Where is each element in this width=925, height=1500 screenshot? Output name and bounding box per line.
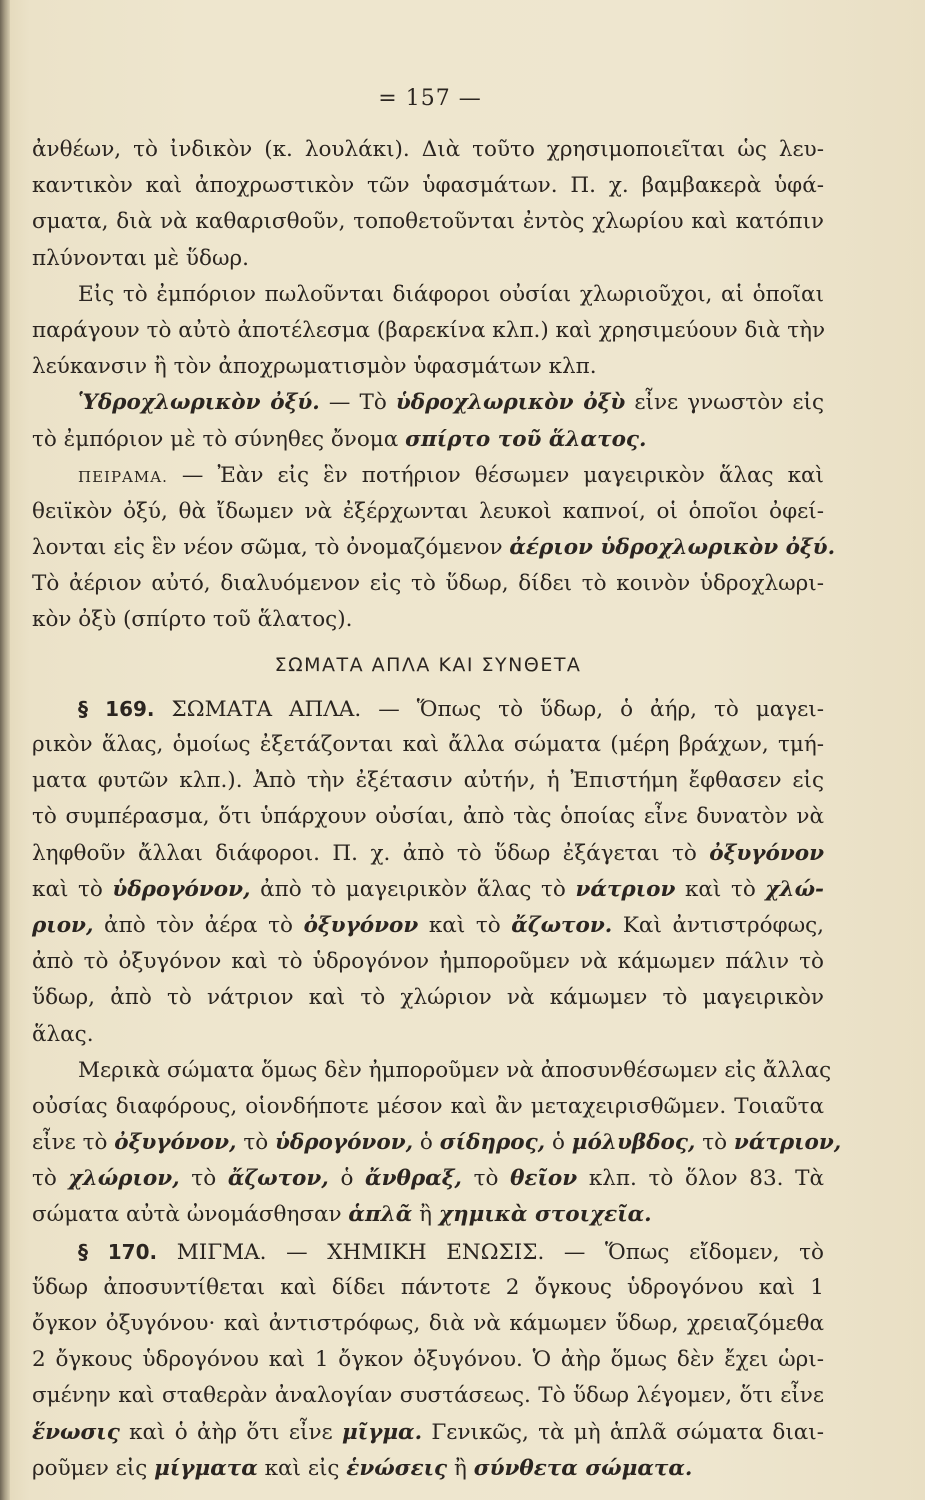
term: ὑδρογόνον, <box>275 1130 414 1156</box>
term: ὀξυγόνον <box>709 840 824 866</box>
term: ὑδρογόνον, <box>112 876 251 902</box>
term-hydrochloric-acid: Ὑδροχλωρικὸν ὀξύ. <box>78 390 320 416</box>
term: ἄζωτον, <box>227 1166 329 1192</box>
term: χλώ- <box>765 876 824 902</box>
section-title: ΣΩΜΑΤΑ ΑΠΛΑ. <box>154 696 362 722</box>
text-line: ροῦμεν εἰς μίγματα καὶ εἰς ἑνώσεις ἢ σύνθετα σώματα. <box>32 1455 693 1481</box>
term: ἁπλᾶ <box>348 1202 413 1228</box>
text-line: σώματα αὐτὰ ὠνομάσθησαν ἁπλᾶ ἢ χημικὰ στοιχεῖα. <box>32 1202 652 1228</box>
page-binding-edge <box>0 0 10 1500</box>
text-line: εἶνε τὸ ὀξυγόνον, τὸ ὑδρογόνον, ὁ σίδηρος, ὁ μόλυβδος, τὸ νάτριον, <box>32 1130 842 1156</box>
text-line: § 170. ΜΙΓΜΑ. — ΧΗΜΙΚΗ ΕΝΩΣΙΣ. — Ὅπως εἴδομεν, τὸ <box>78 1239 824 1265</box>
term: ἄνθραξ, <box>365 1166 462 1192</box>
text-line: ριον, ἀπὸ τὸν ἀέρα τὸ ὀξυγόνον καὶ τὸ ἄζωτον. Καὶ ἀντιστρόφως, <box>32 912 824 938</box>
term: σύνθετα σώματα. <box>473 1455 693 1481</box>
term: μίγματα <box>154 1455 258 1481</box>
term: μόλυβδος, <box>571 1130 696 1156</box>
section-heading: ΣΩΜΑΤΑ ΑΠΛΑ ΚΑΙ ΣΥΝΘΕΤΑ <box>274 653 582 676</box>
section-number: § 170. <box>78 1239 158 1264</box>
term: ὀξυγόνον <box>303 912 419 938</box>
term: ὀξυγόνον, <box>114 1130 237 1156</box>
term: νάτριον <box>575 876 676 902</box>
text-line: § 169. ΣΩΜΑΤΑ ΑΠΛΑ. — Ὅπως τὸ ὕδωρ, ὁ ἀήρ, τὸ μαγει- <box>78 696 824 722</box>
text-line: καὶ τὸ ὑδρογόνον, ἀπὸ τὸ μαγειρικὸν ἅλας τὸ νάτριον καὶ τὸ χλώ- <box>32 876 824 902</box>
page-body <box>32 132 842 1487</box>
text-line: Ὑδροχλωρικὸν ὀξύ. — Τὸ ὑδροχλωρικὸν ὀξὺ εἶνε γνωστὸν εἰς <box>78 390 824 416</box>
text-line: κὸν ὀξὺ (σπίρτο τοῦ ἅλατος). <box>32 607 353 633</box>
text-line: ὄγκον ὀξυγόνου· καὶ ἀντιστρόφως, διὰ νὰ κάμωμεν ὕδωρ, χρειαζόμεθα <box>32 1311 824 1336</box>
term: μῖγμα. <box>341 1419 423 1445</box>
term: θεῖον <box>510 1166 578 1192</box>
text-line: ἅλας. <box>32 1021 94 1047</box>
term: ὑδροχλωρικὸν ὀξὺ <box>395 390 626 416</box>
text-line: τὸ ἐμπόριον μὲ τὸ σύνηθες ὄνομα σπίρτο τοῦ ἅλατος. <box>32 426 647 452</box>
text-line: 2 ὄγκους ὑδρογόνου καὶ 1 ὄγκον ὀξυγόνου. Ὁ ἀὴρ ὅμως δὲν ἔχει ὡρι- <box>32 1347 824 1373</box>
text-line: οὐσίας διαφόρους, οἱονδήποτε μέσον καὶ ἂν μεταχειρισθῶμεν. Τοιαῦτα <box>32 1093 824 1119</box>
text-line: ΠΕΙΡΑΜΑ. — Ἐὰν εἰς ἓν ποτήριον θέσωμεν μαγειρικὸν ἅλας καὶ <box>78 462 824 488</box>
text-line: ματα φυτῶν κλπ.). Ἀπὸ τὴν ἐξέτασιν αὐτήν, ἡ Ἐπιστήμη ἔφθασεν εἰς <box>32 768 824 794</box>
term: σίδηρος, <box>439 1130 546 1156</box>
term: ἑνώσεις <box>346 1455 448 1481</box>
term: ἕνωσις <box>32 1419 120 1445</box>
term: χλώριον, <box>68 1166 180 1192</box>
text-line: τὸ συμπέρασμα, ὅτι ὑπάρχουν οὐσίαι, ἀπὸ τὰς ὁποίας εἶνε δυνατὸν νὰ <box>32 804 824 830</box>
experiment-label: ΠΕΙΡΑΜΑ. <box>78 467 168 486</box>
text-line: πλύνονται μὲ ὕδωρ. <box>32 245 249 271</box>
term: σπίρτο τοῦ ἅλατος. <box>405 426 647 452</box>
text-line: τὸ χλώριον, τὸ ἄζωτον, ὁ ἄνθραξ, τὸ θεῖον κλπ. τὸ ὅλον 83. Τὰ <box>32 1166 824 1192</box>
text-line: Τὸ ἀέριον αὐτό, διαλυόμενον εἰς τὸ ὕδωρ, δίδει τὸ κοινὸν ὑδροχλωρι- <box>32 571 824 597</box>
text-line: λεύκανσιν ἢ τὸν ἀποχρωματισμὸν ὑφασμάτων κλπ. <box>32 354 597 380</box>
text-line: σματα, διὰ νὰ καθαρισθοῦν, τοποθετοῦνται ἐντὸς χλωρίου καὶ κατόπιν <box>32 209 824 235</box>
term: ἄζωτον. <box>511 912 613 938</box>
section-number: § 169. <box>78 696 155 721</box>
text-line: ἀνθέων, τὸ ἰνδικὸν (κ. λουλάκι). Διὰ τοῦτο χρησιμοποιεῖται ὡς λευ- <box>32 137 824 162</box>
text-line: ὕδωρ ἀποσυντίθεται καὶ δίδει πάντοτε 2 ὄγκους ὑδρογόνου καὶ 1 <box>32 1274 824 1300</box>
term: ἀέριον ὑδροχλωρικὸν ὀξύ. <box>509 535 836 561</box>
text-line: ἀπὸ τὸ ὀξυγόνον καὶ τὸ ὑδρογόνον ἠμποροῦμεν νὰ κάμωμεν πάλιν τὸ <box>32 949 824 975</box>
term: νάτριον, <box>733 1130 842 1156</box>
text-line: Εἰς τὸ ἐμπόριον πωλοῦνται διάφοροι οὐσίαι χλωριοῦχοι, αἱ ὁποῖαι <box>78 281 824 307</box>
term: ριον, <box>32 912 94 938</box>
text-line: σμένην καὶ σταθερὰν ἀναλογίαν συστάσεως. Τὸ ὕδωρ λέγομεν, ὅτι εἶνε <box>32 1383 824 1409</box>
term: χημικὰ στοιχεῖα. <box>438 1202 652 1228</box>
text-line: ὕδωρ, ἀπὸ τὸ νάτριον καὶ τὸ χλώριον νὰ κάμωμεν τὸ μαγειρικὸν <box>32 985 824 1011</box>
text-line: ρικὸν ἅλας, ὁμοίως ἐξετάζονται καὶ ἄλλα σώματα (μέρη βράχων, τμή- <box>32 732 824 757</box>
section-title: ΜΙΓΜΑ. — ΧΗΜΙΚΗ ΕΝΩΣΙΣ. <box>157 1239 545 1265</box>
text-line: θειϊκὸν ὀξύ, θὰ ἴδωμεν νὰ ἐξέρχωνται λευκοὶ καπνοί, οἱ ὁποῖοι ὀφεί- <box>32 498 824 524</box>
text-line: ληφθοῦν ἄλλαι διάφοροι. Π. χ. ἀπὸ τὸ ὕδωρ ἐξάγεται τὸ ὀξυγόνον <box>32 840 824 866</box>
text-line: Μερικὰ σώματα ὅμως δὲν ἠμποροῦμεν νὰ ἀποσυνθέσωμεν εἰς ἄλλας <box>78 1057 832 1083</box>
text-line: ἕνωσις καὶ ὁ ἀὴρ ὅτι εἶνε μῖγμα. Γενικῶς, τὰ μὴ ἁπλᾶ σώματα διαι- <box>32 1419 825 1445</box>
text-line: καντικὸν καὶ ἀποχρωστικὸν τῶν ὑφασμάτων. Π. χ. βαμβακερὰ ὑφά- <box>32 173 824 199</box>
text-line: λονται εἰς ἓν νέον σῶμα, τὸ ὀνομαζόμενον ἀέριον ὑδροχλωρικὸν ὀξύ. <box>32 535 836 561</box>
text-line: παράγουν τὸ αὐτὸ ἀποτέλεσμα (βαρεκίνα κλπ.) καὶ χρησιμεύουν διὰ τὴν <box>32 317 826 343</box>
page-number: = 157 — <box>378 86 482 111</box>
